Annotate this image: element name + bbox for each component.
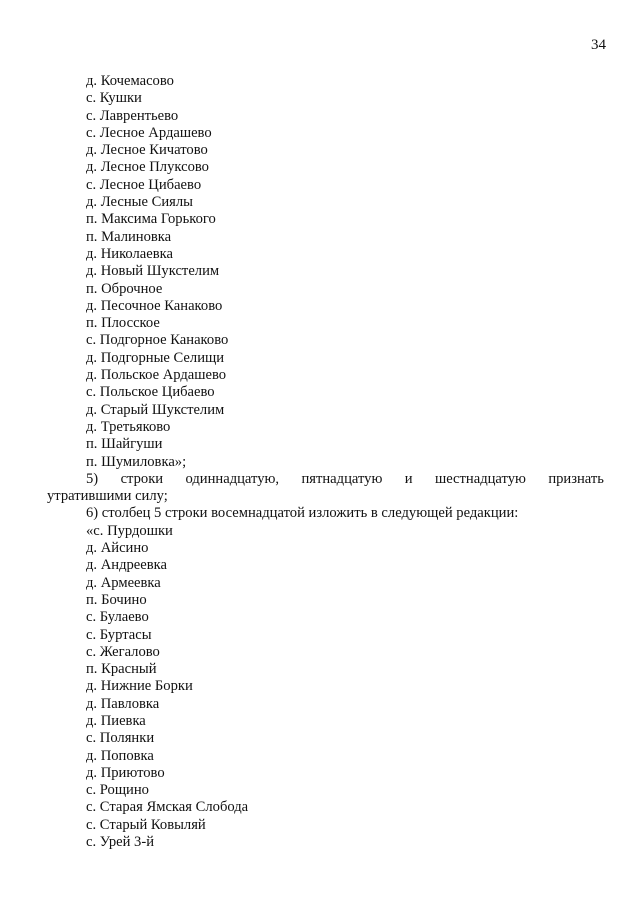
settlement-list-b xyxy=(47,523,604,852)
settlement-line: с. Жегалово xyxy=(86,643,160,660)
settlement-line: д. Андреевка xyxy=(86,557,167,574)
settlement-line: с. Рощино xyxy=(86,782,149,799)
settlement-line: п. Шумиловка»; xyxy=(86,453,187,470)
settlement-line: д. Павловка xyxy=(86,695,160,712)
settlement-line: с. Урей 3-й xyxy=(86,834,155,851)
settlement-line: с. Буртасы xyxy=(86,626,152,643)
settlement-line: с. Старый Ковыляй xyxy=(86,816,206,833)
settlement-line: п. Шайгуши xyxy=(86,436,163,453)
settlement-list-a xyxy=(47,73,604,471)
settlement-line: п. Оброчное xyxy=(86,280,163,297)
settlement-line: п. Малиновка xyxy=(86,228,172,245)
settlement-line: с. Подгорное Канаково xyxy=(86,332,229,349)
settlement-line: д. Лесное Плуксово xyxy=(86,159,209,176)
item-5-line xyxy=(47,471,604,488)
settlement-line: д. Поповка xyxy=(86,747,154,764)
settlement-line: д. Кочемасово xyxy=(86,73,174,89)
settlement-line: д. Айсино xyxy=(86,540,149,557)
document-body xyxy=(47,73,604,851)
settlement-line: д. Подгорные Селищи xyxy=(86,349,225,366)
item-5-word: шестнадцатую xyxy=(434,470,526,487)
item-5-continuation: утратившими силу; xyxy=(47,488,168,505)
page-number: 34 xyxy=(591,37,606,53)
settlement-line: д. Старый Шукстелим xyxy=(86,401,225,418)
settlement-line: с. Полянки xyxy=(86,730,155,747)
settlement-line: «с. Пурдошки xyxy=(86,522,173,539)
settlement-line: с. Булаево xyxy=(86,609,149,626)
item-5-word: одиннадцатую, xyxy=(185,470,280,487)
item-5-word: признать xyxy=(548,470,604,487)
settlement-line: п. Максима Горького xyxy=(86,211,216,228)
settlement-line: д. Третьяково xyxy=(86,418,171,435)
settlement-line: д. Польское Ардашево xyxy=(86,367,227,384)
settlement-line: д. Нижние Борки xyxy=(86,678,193,695)
settlement-line: д. Николаевка xyxy=(86,245,173,262)
settlement-line: д. Лесное Кичатово xyxy=(86,142,208,159)
settlement-line: п. Красный xyxy=(86,661,157,678)
settlement-line: д. Новый Шукстелим xyxy=(86,263,220,280)
settlement-line: д. Приютово xyxy=(86,764,165,781)
settlement-line: д. Пиевка xyxy=(86,712,146,729)
settlement-line: с. Старая Ямская Слобода xyxy=(86,799,249,816)
settlement-line: д. Армеевка xyxy=(86,574,161,591)
settlement-line: п. Плосское xyxy=(86,315,160,332)
settlement-line: д. Лесные Сиялы xyxy=(86,194,193,211)
settlement-line: п. Бочино xyxy=(86,591,147,608)
item-5-word: и xyxy=(404,470,413,487)
settlement-line: с. Лесное Ардашево xyxy=(86,124,212,141)
settlement-line: д. Песочное Канаково xyxy=(86,297,223,314)
item-5-word: пятнадцатую xyxy=(301,470,383,487)
item-5-word: 5) xyxy=(86,470,99,487)
settlement-line: с. Лесное Цибаево xyxy=(86,176,202,193)
settlement-line: с. Кушки xyxy=(86,90,142,107)
settlement-line: с. Польское Цибаево xyxy=(86,384,215,401)
settlement-line: с. Лаврентьево xyxy=(86,107,179,124)
item-6-line: 6) столбец 5 строки восемнадцатой изложить в следующей редакции: xyxy=(86,505,519,522)
item-5-word: строки xyxy=(120,470,164,487)
